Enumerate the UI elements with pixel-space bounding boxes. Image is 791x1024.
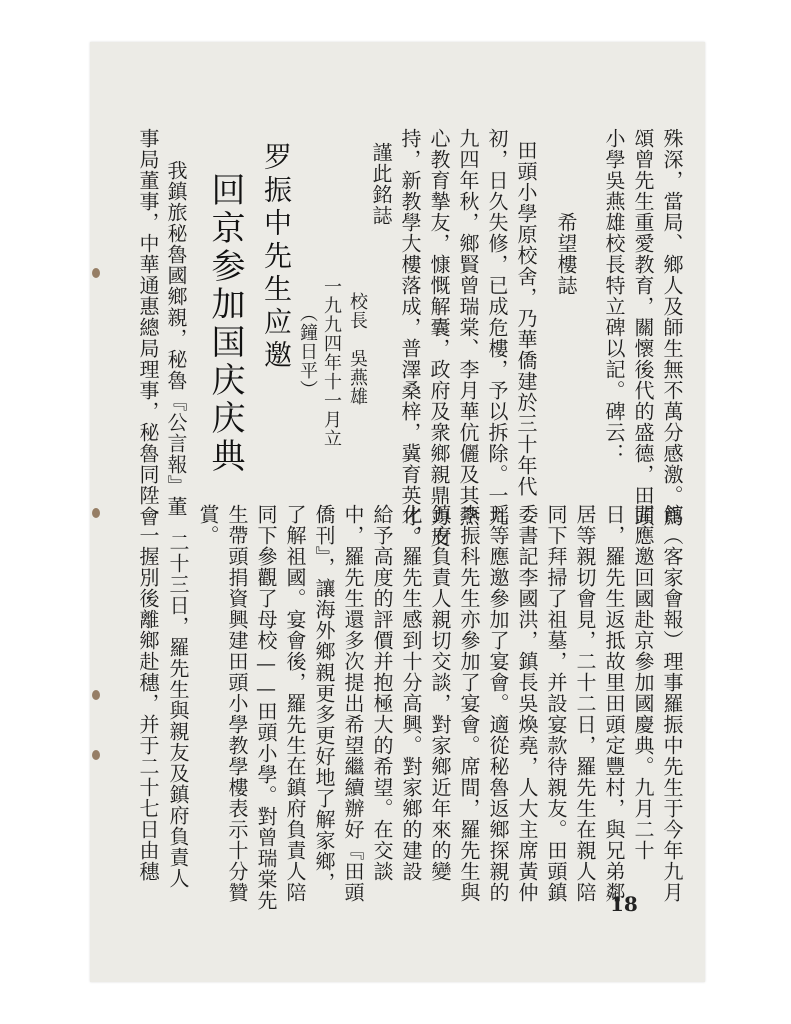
text-column: 間應邀回國赴京參加國慶典。九月二十	[631, 504, 655, 861]
text-column: 鎮府負責人親切交談，對家鄉近年來的變	[428, 504, 452, 882]
text-column: 一一握別後離鄉赴穗，并于二十七日由穗	[136, 504, 160, 882]
text-column: 小學吳燕雄校長特立碑以記。碑云：	[602, 128, 626, 464]
binding-hole	[92, 750, 100, 760]
heading-inscription: 希望樓誌	[554, 212, 578, 296]
text-column: 居等親切會見，二十二日，羅先生在親人陪	[573, 504, 597, 903]
text-column: 委書記李國洪，鎮長吳煥堯，人大主席黃仲	[515, 504, 539, 903]
text-column: 同下拜掃了祖墓，并設宴款待親友。田頭鎮	[544, 504, 568, 903]
binding-hole	[92, 268, 100, 278]
text-column: 同下參觀了母校——田頭小學。對曾瑞棠先	[254, 504, 278, 911]
text-column: 謹此銘誌	[369, 142, 393, 226]
signature-author: （鐘日平）	[297, 304, 318, 399]
text-column: 中，羅先生還多次提出希望繼續辦好『田頭	[341, 504, 365, 903]
article-subtitle: 罗振中先生应邀	[260, 142, 293, 373]
text-column: 初，日久失修，已成危樓，予以拆除。一九	[485, 128, 509, 527]
binding-hole	[92, 508, 100, 518]
text-column: 殊深，當局、鄉人及師生無不萬分感激。爲	[660, 128, 684, 527]
text-column: 心教育摯友，慷慨解囊，政府及衆鄉親鼎力支	[427, 128, 451, 548]
text-column: 頌曾先生重愛教育，關懷後代的盛德，田頭	[631, 128, 655, 527]
document-page	[90, 42, 705, 982]
text-column: 李振科先生亦參加了宴會。席間，羅先生與	[457, 504, 481, 903]
signature-date: 一九九四年十一月立	[321, 277, 342, 448]
text-column: 賞。	[196, 504, 220, 546]
text-column: 瑶等應邀參加了宴會。適從秘魯返鄉探親的	[486, 504, 510, 903]
text-column: 化，羅先生感到十分高興。對家鄉的建設	[399, 504, 423, 882]
text-column: 九四年秋，鄉賢曾瑞棠、李月華伉儷及其熱	[456, 128, 480, 527]
text-column: 日，羅先生返抵故里田頭定豐村，與兄弟鄰	[602, 504, 626, 903]
article-title: 回京参加国庆庆典	[205, 172, 245, 476]
text-column: 了解祖國。宴會後，羅先生在鎮府負責人陪	[283, 504, 307, 903]
page-number: 18	[610, 892, 638, 916]
text-column: 二十三日，羅先生與親友及鎮府負責人	[166, 532, 190, 889]
signature-principal: 校長 吳燕雄	[347, 292, 368, 406]
binding-hole	[92, 690, 100, 700]
text-column: 館（客家會報）理事羅振中先生于今年九月	[660, 504, 684, 903]
text-column: 僑刊』，讓海外鄉親更多更好地了解家鄉，	[312, 504, 336, 893]
text-column: 生帶頭捐資興建田頭小學教學樓表示十分贊	[225, 504, 249, 903]
text-column: 我鎮旅秘魯國鄉親，秘魯『公言報』董	[164, 160, 188, 517]
text-column: 持，新教學大樓落成，普澤桑梓，冀育英才。	[398, 128, 422, 548]
text-column: 給予高度的評價并抱極大的希望。在交談	[370, 504, 394, 882]
text-column: 事局董事，中華通惠總局理事，秘魯同陞會	[136, 128, 160, 527]
text-column: 田頭小學原校舍，乃華僑建於三十年代	[514, 140, 538, 497]
